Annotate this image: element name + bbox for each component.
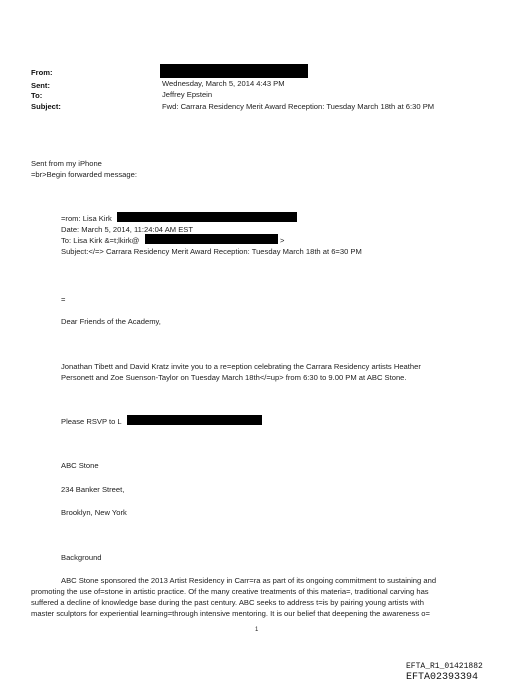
background-line-1: ABC Stone sponsored the 2013 Artist Residency in Carr=ra as part of its ongoing commitment to sustaining and [61,576,437,585]
efta-id-2: EFTA02393394 [406,672,479,683]
background-line-3: suffered a decline of knowledge base during the past century. ABC seeks to address t=is by pairing young artists with [31,598,424,607]
to-label: To: [31,91,43,100]
subject-value: Fwd: Carrara Residency Merit Award Reception: Tuesday March 18th at 6:30 PM [162,102,435,111]
invite-line-1: Jonathan Tibett and David Kratz invite you to a re=eption celebrating the Carrara Residency artists Heather [61,362,421,371]
subject-label: Subject: [31,102,61,111]
background-heading: Background [61,553,102,562]
background-line-2: promoting the use of=stone in artistic practice. Of the many creative treatments of this materia=, traditional carving has [31,587,429,596]
from-label: From: [31,68,53,77]
sent-label: Sent: [31,81,50,90]
fwd-to: To: Lisa Kirk &=t;lkirk@ [61,236,140,245]
background-line-4: master sculptors for experiential learning=through intensive mentoring. It is our belief that deepening the awareness o= [31,609,430,618]
fwd-to-end: > [280,236,285,245]
page-number: 1 [255,627,259,633]
to-value: Jeffrey Epstein [162,90,213,99]
begin-forwarded: =br>Begin forwarded message: [31,170,137,179]
address-street: 234 Banker Street, [61,485,125,494]
equals-sign: = [61,295,66,304]
redaction-from [160,64,308,78]
sent-value: Wednesday, March 5, 2014 4:43 PM [162,79,285,88]
address-city: Brooklyn, New York [61,508,127,517]
invite-line-2: Personett and Zoe Suenson-Taylor on Tuesday March 18th</=up> from 6:30 to 9.00 PM at ABC Stone. [61,373,407,382]
redaction-fwd-to [145,234,278,244]
redaction-rsvp [127,415,262,425]
greeting: Dear Friends of the Academy, [61,317,161,326]
redaction-fwd-from [117,212,297,222]
address-name: ABC Stone [61,461,99,470]
rsvp-line: Please RSVP to L [61,417,122,426]
efta-id-1: EFTA_R1_01421882 [406,662,483,671]
fwd-from: =rom: Lisa Kirk [61,214,112,223]
sent-from-iphone: Sent from my iPhone [31,159,102,168]
fwd-subject: Subject:</=> Carrara Residency Merit Award Reception: Tuesday March 18th at 6=30 PM [61,247,362,256]
fwd-date: Date: March 5, 2014, 11:24:04 AM EST [61,225,193,234]
